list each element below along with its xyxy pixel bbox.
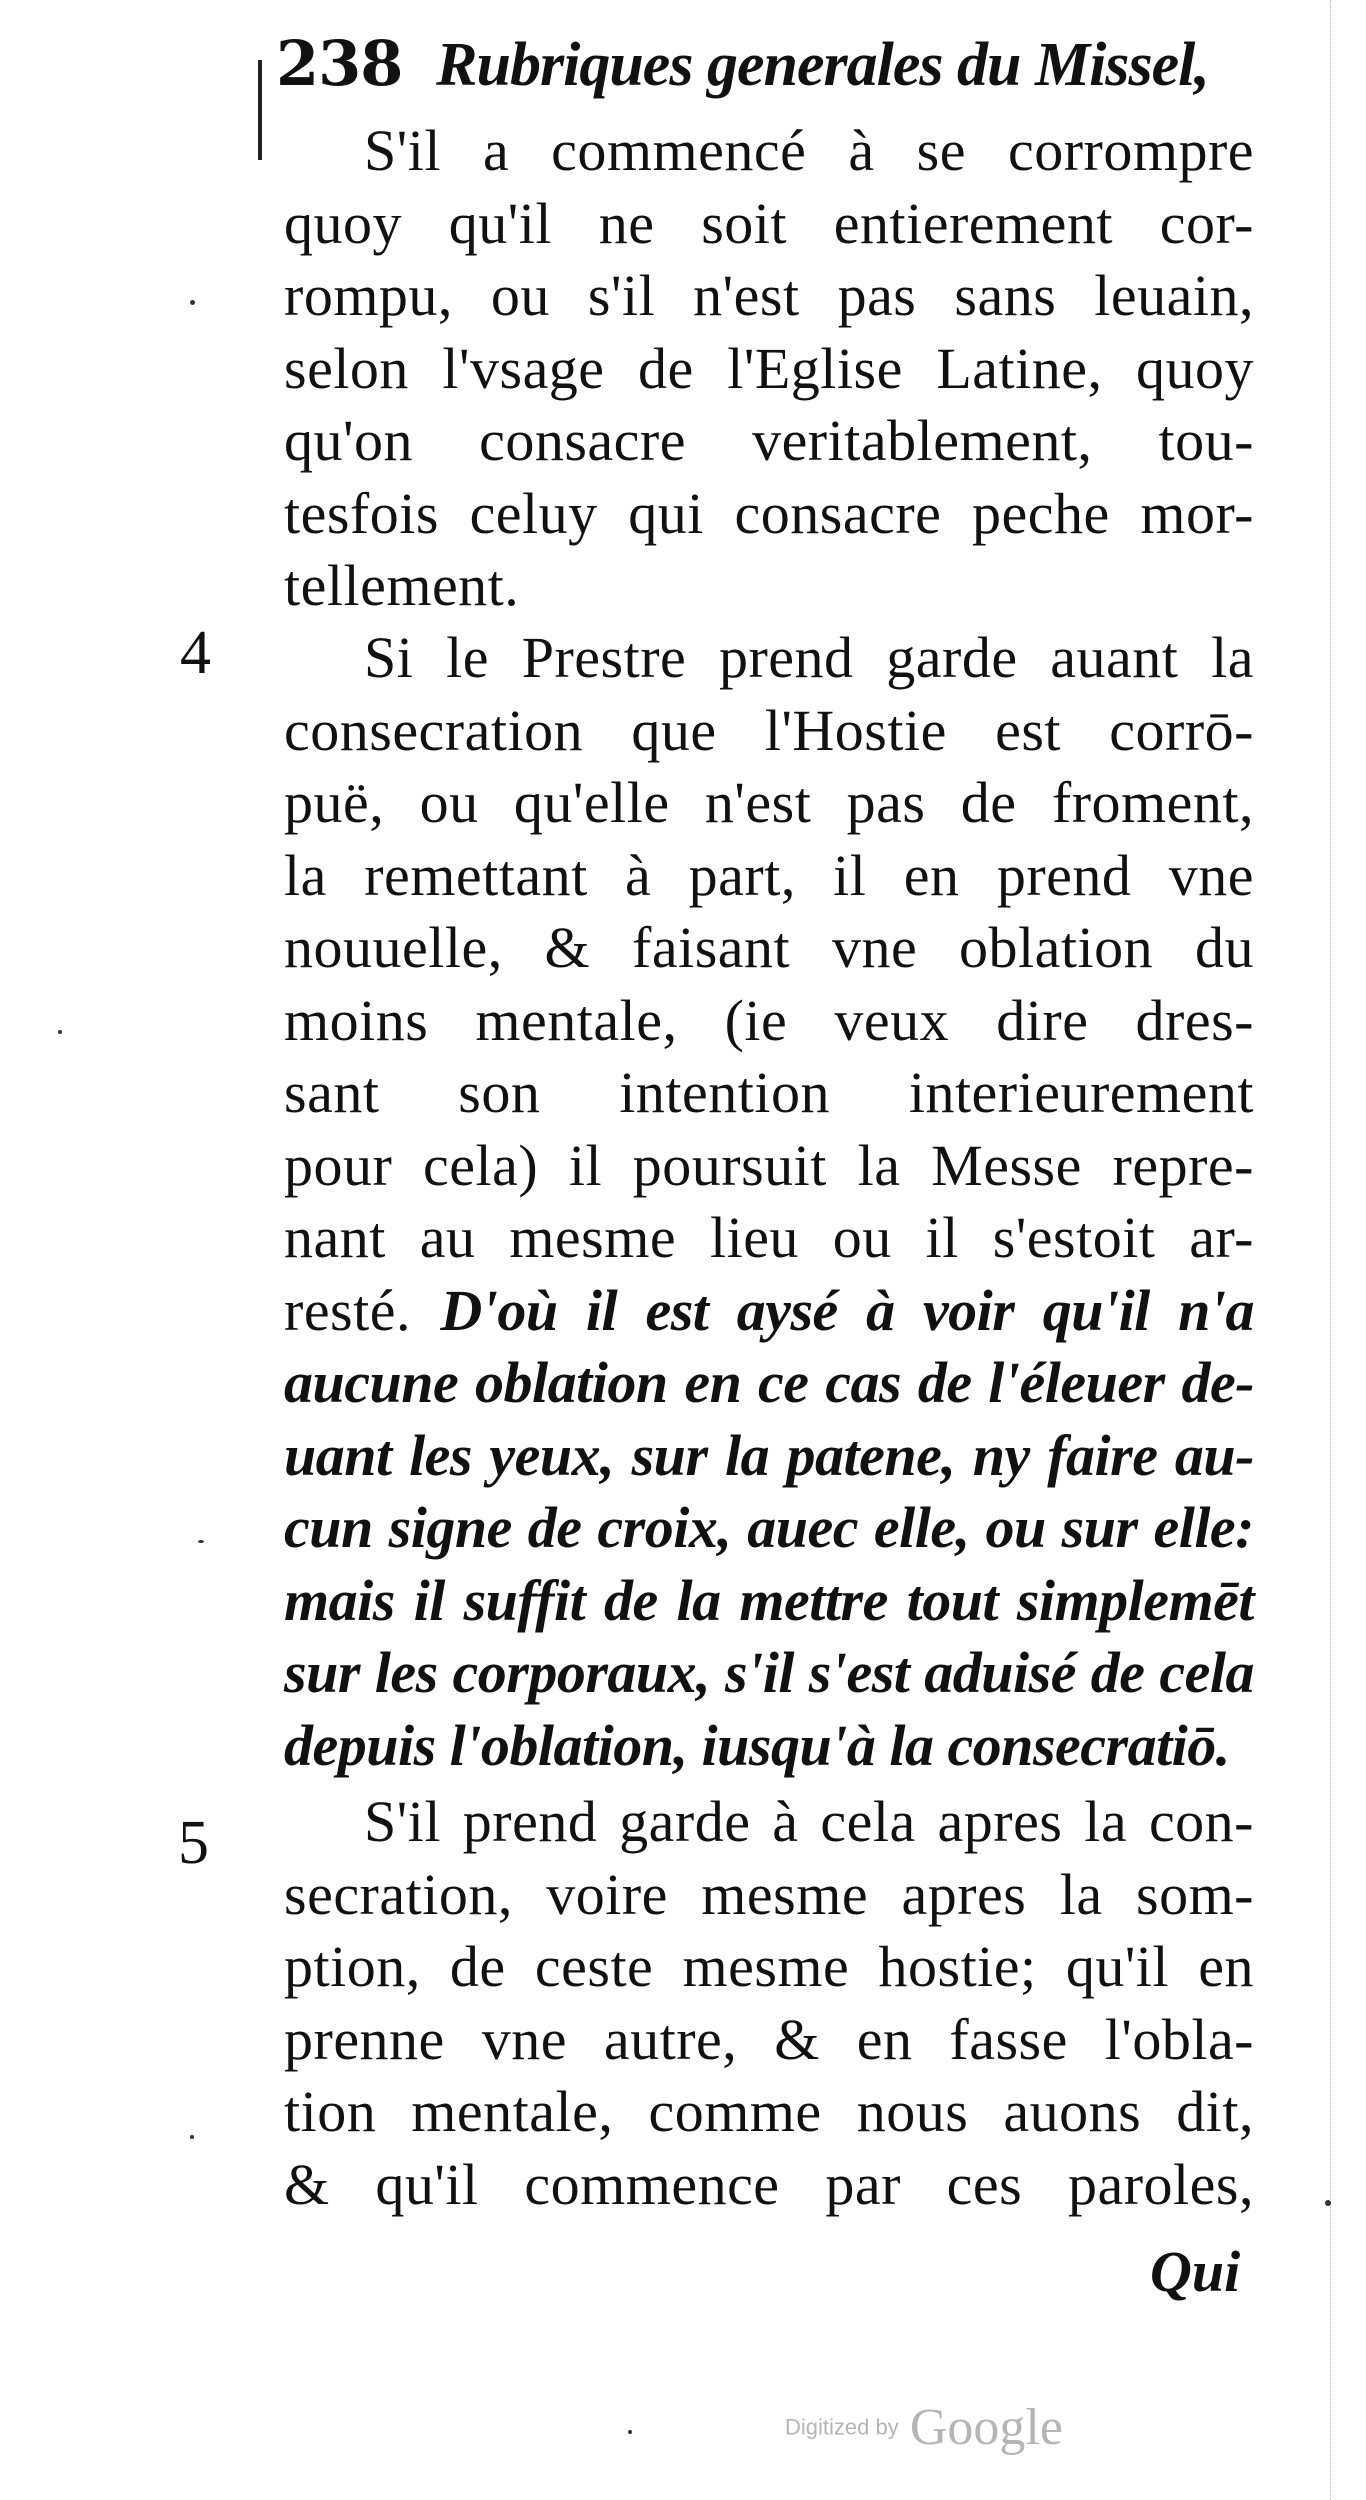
text-line: uant les yeux, sur la patene, ny faire au-: [284, 1422, 1254, 1488]
text-line: tellement.: [284, 553, 520, 618]
text-line: la remettant à part, il en prend vne: [284, 842, 1254, 908]
scan-speck: [1325, 2200, 1331, 2206]
text-line: selon l'vsage de l'Eglise Latine, quoy: [284, 335, 1254, 401]
page-number: 238: [276, 27, 403, 100]
text-line: tesfois celuy qui consacre peche mor-: [284, 480, 1254, 546]
text-line: puë, ou qu'elle n'est pas de froment,: [284, 770, 1254, 835]
running-header: [276, 26, 1209, 103]
text-line: sant son intention interieurement: [284, 1060, 1254, 1125]
watermark-brand: Google: [909, 2399, 1063, 2456]
italic-run: D'où il est aysé à voir qu'il n'a: [440, 1277, 1254, 1343]
margin-rule: [258, 60, 262, 160]
text-line: sur les corporaux, s'il s'est aduisé de cela: [284, 1640, 1254, 1705]
paragraph-1: [284, 115, 1254, 623]
text-line: depuis l'oblation, iusqu'à la consecratiō.: [284, 1712, 1230, 1778]
text-line: S'il a commencé à se corrompre: [364, 118, 1254, 183]
text-line: quoy qu'il ne soit entierement cor-: [284, 190, 1254, 256]
text-line: cun signe de croix, auec elle, ou sur elle:: [284, 1495, 1254, 1560]
paragraph-2: [284, 622, 1254, 1782]
scan-speck: [198, 1540, 204, 1543]
catchword: Qui: [1150, 2239, 1241, 2304]
text-line: ption, de ceste mesme hostie; qu'il en: [284, 1934, 1254, 1999]
scan-speck: [58, 1030, 62, 1034]
text-line: nouuelle, & faisant vne oblation du: [284, 915, 1254, 980]
margin-number-4: 4: [180, 619, 211, 687]
digitization-watermark: [785, 2398, 1063, 2457]
text-line: prenne vne autre, & en fasse l'obla-: [284, 2006, 1254, 2072]
watermark-prefix: Digitized by: [785, 2414, 899, 2440]
margin-number-5: 5: [178, 1809, 209, 1877]
text-line: [284, 1275, 1254, 1348]
paragraph-3: [284, 1786, 1254, 2221]
text-line: tion mentale, comme nous auons dit,: [284, 2079, 1254, 2144]
text-line: aucune oblation en ce cas de l'éleuer de-: [284, 1350, 1254, 1415]
text-line: rompu, ou s'il n'est pas sans leuain,: [284, 263, 1254, 328]
text-line: qu'on consacre veritablement, tou-: [284, 408, 1254, 473]
scan-speck: [628, 2430, 632, 2434]
scan-speck: [190, 300, 195, 305]
text-line: nant au mesme lieu ou il s'estoit ar-: [284, 1205, 1254, 1270]
text-line: & qu'il commence par ces paroles,: [284, 2151, 1254, 2217]
roman-run: resté.: [284, 1277, 411, 1343]
scan-speck: [190, 2135, 194, 2139]
text-line: Si le Prestre prend garde auant la: [364, 625, 1254, 690]
text-line: mais il suffit de la mettre tout simplemēt: [284, 1567, 1254, 1633]
text-line: S'il prend garde à cela apres la con-: [364, 1789, 1254, 1854]
text-line: secration, voire mesme apres la som-: [284, 1861, 1254, 1927]
text-line: consecration que l'Hostie est corrō-: [284, 697, 1254, 763]
text-line: moins mentale, (ie veux dire dres-: [284, 987, 1254, 1053]
running-title: Rubriques generales du Missel,: [436, 31, 1209, 99]
text-line: pour cela) il poursuit la Messe repre-: [284, 1132, 1254, 1198]
scan-edge: [1330, 0, 1333, 2500]
